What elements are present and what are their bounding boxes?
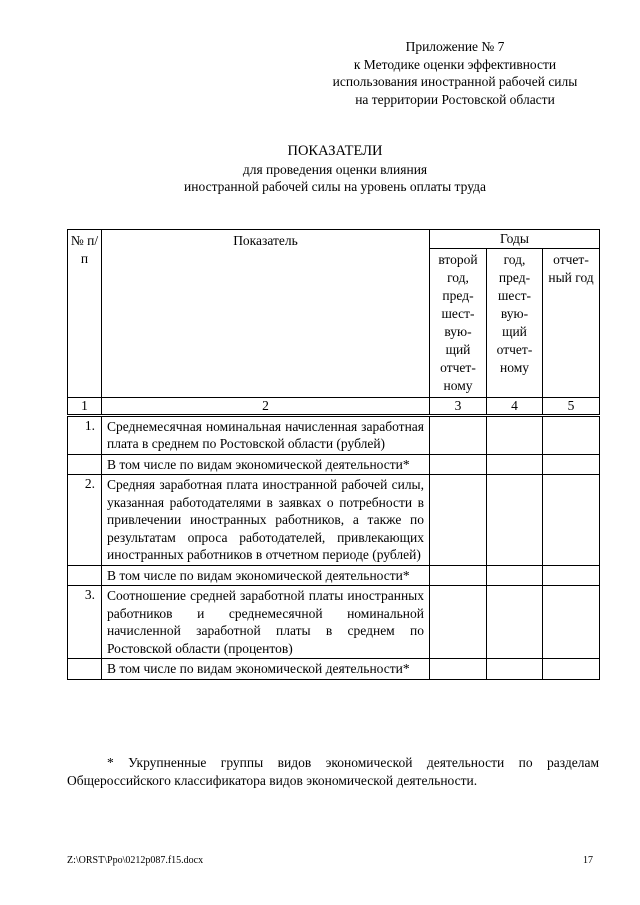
indicator-subtext: В том числе по видам экономической деятельности* <box>102 454 430 475</box>
row-number: 3. <box>68 586 102 659</box>
row-number <box>68 454 102 475</box>
value-cell <box>430 415 487 454</box>
value-cell <box>487 659 543 680</box>
column-number: 4 <box>487 397 543 415</box>
value-cell <box>543 454 600 475</box>
table-row <box>68 415 600 454</box>
value-cell <box>487 586 543 659</box>
value-cell <box>543 659 600 680</box>
header-year-previous: год, пред-шест-вую-щий отчет-ному <box>487 248 543 397</box>
value-cell <box>430 475 487 566</box>
document-title <box>70 143 600 196</box>
title-subtitle: иностранной рабочей силы на уровень оплаты труда <box>184 179 486 194</box>
table-subrow <box>68 659 600 680</box>
indicator-text: Средняя заработная плата иностранной рабочей силы, указанная работодателями в заявках о потребности в привлечении иностранных работников, а также по результатам опроса работодателей, привлекающих иностранных работников в отчетном периоде (рублей) <box>102 475 430 566</box>
value-cell <box>430 586 487 659</box>
table-subrow <box>68 565 600 586</box>
row-number <box>68 565 102 586</box>
header-indicator: Показатель <box>102 230 430 398</box>
indicator-subtext: В том числе по видам экономической деятельности* <box>102 659 430 680</box>
column-number: 1 <box>68 397 102 415</box>
table-row <box>68 586 600 659</box>
appendix-line: использования иностранной рабочей силы <box>332 74 578 89</box>
value-cell <box>487 565 543 586</box>
value-cell <box>430 659 487 680</box>
value-cell <box>430 454 487 475</box>
appendix-number: Приложение № 7 <box>405 39 505 54</box>
value-cell <box>487 454 543 475</box>
row-number: 1. <box>68 415 102 454</box>
row-number <box>68 659 102 680</box>
value-cell <box>487 415 543 454</box>
table-subrow <box>68 454 600 475</box>
indicator-text: Среднемесячная номинальная начисленная заработная плата в среднем по Ростовской области (рублей) <box>102 415 430 454</box>
value-cell <box>543 475 600 566</box>
column-number: 3 <box>430 397 487 415</box>
title-subtitle: для проведения оценки влияния <box>242 161 428 177</box>
value-cell <box>543 586 600 659</box>
row-number: 2. <box>68 475 102 566</box>
indicator-text: Соотношение средней заработной платы иностранных работников и среднемесячной номинальной начисленной заработной платы в среднем по Ростовской области (процентов) <box>102 586 430 659</box>
column-number: 2 <box>102 397 430 415</box>
value-cell <box>487 475 543 566</box>
table-header-row <box>68 230 600 249</box>
appendix-header <box>305 38 605 108</box>
indicator-subtext: В том числе по видам экономической деятельности* <box>102 565 430 586</box>
value-cell <box>430 565 487 586</box>
title-main: ПОКАЗАТЕЛИ <box>287 143 383 159</box>
header-num: № п/п <box>68 230 102 398</box>
header-year-second-previous: второй год, пред-шест-вую-щий отчет-ному <box>430 248 487 397</box>
table-row <box>68 475 600 566</box>
header-years: Годы <box>430 230 600 249</box>
appendix-line: на территории Ростовской области <box>355 91 555 107</box>
value-cell <box>543 415 600 454</box>
indicators-table <box>67 229 600 680</box>
footnote: * Укрупненные группы видов экономической деятельности по разделам Общероссийского классификатора видов экономической деятельности. <box>67 755 599 788</box>
header-year-reporting: отчет-ный год <box>543 248 600 397</box>
footer-file-path: Z:\ORST\Ppo\0212p087.f15.docx <box>67 855 204 866</box>
value-cell <box>543 565 600 586</box>
appendix-line: к Методике оценки эффективности <box>353 56 557 72</box>
page-number: 17 <box>583 855 593 866</box>
column-number: 5 <box>543 397 600 415</box>
column-numbering-row <box>68 397 600 415</box>
